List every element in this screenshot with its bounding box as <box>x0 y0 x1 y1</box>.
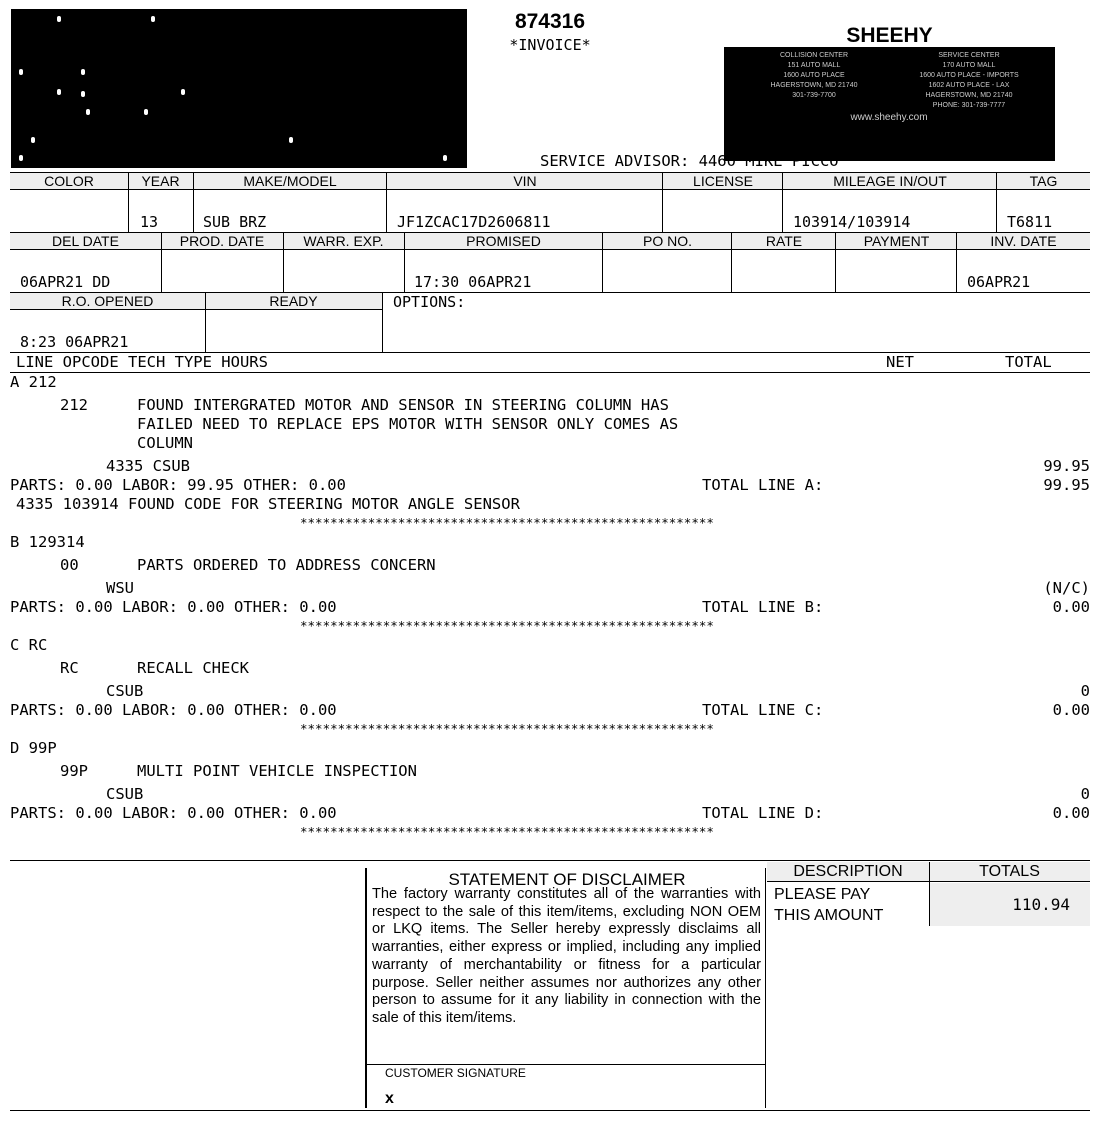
line-opcode: 00 <box>60 556 79 574</box>
dates-header-del-date: DEL DATE <box>10 233 161 250</box>
line-separator: ******************************************************* <box>300 515 714 530</box>
options-label: OPTIONS: <box>393 293 466 311</box>
line-tech: 4335 CSUB <box>106 457 190 475</box>
column-header-total: TOTAL <box>1005 353 1052 371</box>
dates-table <box>10 233 1090 292</box>
invoice-number: 874316 <box>514 10 586 33</box>
line-total-label: TOTAL LINE A: <box>702 476 824 494</box>
del-date-value: 06APR21 DD <box>20 273 111 291</box>
ro-table <box>10 293 1090 352</box>
vehicle-year: 13 <box>140 213 159 231</box>
line-opcode: RC <box>60 659 79 677</box>
line-tech-amount: 99.95 <box>1043 457 1090 475</box>
signature-label: CUSTOMER SIGNATURE <box>385 1066 526 1080</box>
dates-header-prod-date: PROD. DATE <box>161 233 283 250</box>
dates-header-payment: PAYMENT <box>836 233 957 250</box>
line-separator: ******************************************************* <box>300 824 714 839</box>
totals-box <box>767 862 1090 926</box>
line-head: D 99P <box>10 739 57 757</box>
inv-date-value: 06APR21 <box>967 273 1031 291</box>
line-opcode: 212 <box>60 396 88 414</box>
line-description: FOUND INTERGRATED MOTOR AND SENSOR IN STEERING COLUMN HAS FAILED NEED TO REPLACE EPS MOTOR WITH SENSOR ONLY COMES AS COLUMN <box>137 396 679 452</box>
redacted-address-block <box>11 9 467 168</box>
line-summary: PARTS: 0.00 LABOR: 0.00 OTHER: 0.00 <box>10 804 337 822</box>
invoice-label: *INVOICE* <box>509 36 591 54</box>
line-tech-amount: 0 <box>1080 682 1090 700</box>
line-description: RECALL CHECK <box>137 659 249 677</box>
vehicle-header-tag: TAG <box>997 173 1090 190</box>
ro-opened-header: R.O. OPENED <box>10 293 205 310</box>
line-head: A 212 <box>10 373 57 391</box>
line-tech: WSU <box>106 579 134 597</box>
disclaimer-body: The factory warranty constitutes all of the warranties with respect to the sale of this item/items, excluding NON OEM or LKQ items. The Seller hereby expressly disclaims all warranties, either express or implied, including any implied warranty of merchantability or fitness for a particular purpose. Seller neither assumes nor authorizes any other person to assume for it any liability in connection with the sale of this item/items. <box>372 886 761 1026</box>
line-separator: ******************************************************* <box>300 721 714 736</box>
line-note: 4335 103914 FOUND CODE FOR STEERING MOTOR ANGLE SENSOR <box>16 495 520 513</box>
line-total-label: TOTAL LINE B: <box>702 598 824 616</box>
brand-left-address: COLLISION CENTER 151 AUTO MALL 1600 AUTO PLACE HAGERSTOWN, MD 21740 301-739-7700 <box>770 52 858 99</box>
vehicle-tag: T6811 <box>1007 213 1053 231</box>
line-total-label: TOTAL LINE D: <box>702 804 824 822</box>
promised-value: 17:30 06APR21 <box>414 273 532 291</box>
line-tech: CSUB <box>106 682 144 700</box>
disclaimer-box <box>365 868 766 1108</box>
vehicle-header-year: YEAR <box>128 173 193 190</box>
totals-header-totals: TOTALS <box>929 862 1090 882</box>
line-opcode: 99P <box>60 762 88 780</box>
vehicle-header-vin: VIN <box>387 173 663 190</box>
ready-header: READY <box>205 293 382 310</box>
vehicle-header-mileage: MILEAGE IN/OUT <box>783 173 997 190</box>
line-summary: PARTS: 0.00 LABOR: 0.00 OTHER: 0.00 <box>10 701 337 719</box>
brand-logo-block <box>724 47 1055 161</box>
dates-header-promised: PROMISED <box>404 233 603 250</box>
line-separator: ******************************************************* <box>300 618 714 633</box>
signature-mark: x <box>385 1090 394 1107</box>
dates-header-inv-date: INV. DATE <box>957 233 1090 250</box>
vehicle-table <box>10 173 1090 232</box>
column-header-net: NET <box>886 353 914 371</box>
vehicle-header-license: LICENSE <box>663 173 783 190</box>
brand-right-address: SERVICE CENTER 170 AUTO MALL 1600 AUTO PLACE - IMPORTS 1602 AUTO PLACE - LAX HAGERSTOWN, MD 21740 PHONE: 301-739-7777 <box>919 52 1019 109</box>
column-header-left: LINE OPCODE TECH TYPE HOURS <box>16 353 268 371</box>
line-total-value: 0.00 <box>1052 598 1090 616</box>
line-description: MULTI POINT VEHICLE INSPECTION <box>137 762 417 780</box>
vehicle-header-make-model: MAKE/MODEL <box>193 173 387 190</box>
service-advisor: SERVICE ADVISOR: 4460 MIKE PICCO <box>540 152 839 170</box>
line-summary: PARTS: 0.00 LABOR: 0.00 OTHER: 0.00 <box>10 598 337 616</box>
dates-header-rate: RATE <box>732 233 836 250</box>
dates-header-po-no: PO NO. <box>603 233 732 250</box>
line-total-value: 0.00 <box>1052 701 1090 719</box>
dates-header-warr-exp: WARR. EXP. <box>283 233 404 250</box>
line-total-value: 0.00 <box>1052 804 1090 822</box>
brand-url: www.sheehy.com <box>850 112 928 123</box>
ro-opened-value: 8:23 06APR21 <box>20 333 129 351</box>
vehicle-header-color: COLOR <box>10 173 128 190</box>
line-summary: PARTS: 0.00 LABOR: 99.95 OTHER: 0.00 <box>10 476 346 494</box>
line-head: C RC <box>10 636 48 654</box>
line-tech-amount: 0 <box>1080 785 1090 803</box>
line-head: B 129314 <box>10 533 85 551</box>
brand-name: SHEEHY <box>846 24 933 47</box>
signature-line[interactable] <box>385 1090 745 1108</box>
line-total-label: TOTAL LINE C: <box>702 701 824 719</box>
line-tech: CSUB <box>106 785 144 803</box>
vehicle-mileage: 103914/103914 <box>793 213 911 231</box>
please-pay-label: PLEASE PAY THIS AMOUNT <box>774 886 884 924</box>
amount-due-cell <box>930 883 1090 926</box>
line-tech-amount: (N/C) <box>1043 579 1090 597</box>
vehicle-make-model: SUB BRZ <box>203 213 267 231</box>
totals-header-description: DESCRIPTION <box>767 862 929 882</box>
line-total-value: 99.95 <box>1043 476 1090 494</box>
line-description: PARTS ORDERED TO ADDRESS CONCERN <box>137 556 436 574</box>
amount-due: 110.94 <box>1012 895 1070 914</box>
vehicle-vin: JF1ZCAC17D2606811 <box>397 213 551 231</box>
disclaimer-title: STATEMENT OF DISCLAIMER <box>448 870 686 889</box>
